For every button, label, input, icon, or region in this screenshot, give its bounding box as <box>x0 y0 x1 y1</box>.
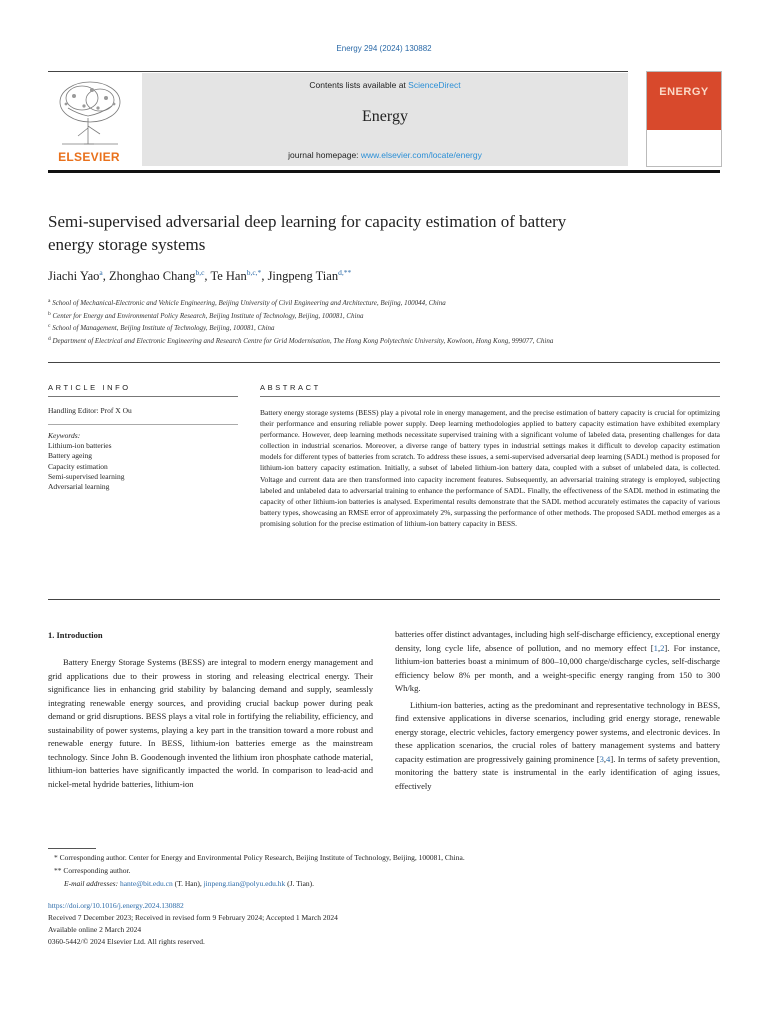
author-name[interactable]: Jiachi Yao <box>48 269 100 283</box>
email-link-tian[interactable]: jinpeng.tian@polyu.edu.hk <box>203 879 286 888</box>
contents-available-line <box>142 80 628 90</box>
author-name[interactable]: Zhonghao Chang <box>109 269 196 283</box>
article-info-heading: ARTICLE INFO <box>48 383 131 392</box>
keyword-item: Lithium-ion batteries <box>48 441 112 450</box>
sciencedirect-link[interactable]: ScienceDirect <box>408 80 461 90</box>
editor-rule <box>48 424 238 425</box>
para2-ref-sep: , <box>657 642 661 653</box>
keyword-item: Capacity estimation <box>48 461 108 471</box>
affiliation-marker: d <box>48 335 51 342</box>
intro-paragraph-3 <box>395 699 720 794</box>
affiliation-item: $^a$ School of Mechanical-Electronic and Vehicle Engineering, Beijing University of Civil Engineering and Architecture, Beijing, 100044, China <box>48 298 446 307</box>
email-who-2: (J. Tian). <box>285 879 315 888</box>
intro-paragraph-1: Battery Energy Storage Systems (BESS) are integral to modern energy management and grid applications due to their prowess in storing and releasing electrical energy. Their significance lies in enhancing grid stability by balancing demand and supply, seamlessly integrating renewable energy sources, and providing crucial backup power during peak demand or grid disruptions. BESS plays a vital role in fortifying the reliability, efficiency, and sustainability of power systems, playing a key part in the transition toward a more robust and renewable energy future. In BESS, lithium-ion batteries emerge as the mainstream technology. Since John B. Goodenough invented the lithium iron phosphate cathode material, lithium-ion batteries have significantly impacted the world. In comparison to lead-acid and nickel-metal hydride batteries, lithium-ion <box>48 657 373 789</box>
journal-homepage-link[interactable]: www.elsevier.com/locate/energy <box>360 150 482 160</box>
article-info-rule <box>48 396 238 397</box>
affiliation-list <box>48 296 648 346</box>
copyright: 0360-5442/© 2024 Elsevier Ltd. All rights reserved. <box>48 937 205 946</box>
available-prefix: Contents lists available at <box>309 80 409 90</box>
para3-text-b: ]. In terms of safety prevention, monitoring the battery state is instrumental in the early identification of aging issues, effectively <box>395 753 720 791</box>
author-affiliation-marker[interactable]: d,** <box>338 268 352 277</box>
author-name[interactable]: Jingpeng Tian <box>267 269 339 283</box>
abstract-bottom-rule <box>48 599 720 600</box>
journal-citation[interactable]: Energy 294 (2024) 130882 <box>336 44 432 53</box>
homepage-prefix: journal homepage: <box>288 150 361 160</box>
affiliation-item: $^c$ School of Management, Beijing Institute of Technology, Beijing, 100081, China <box>48 323 275 332</box>
reference-link-1[interactable]: 1 <box>653 642 658 653</box>
author-affiliation-marker[interactable]: b,c <box>195 268 205 277</box>
affiliation-marker: b <box>48 310 51 317</box>
keyword-item: Semi-supervised learning <box>48 471 125 481</box>
keywords-list <box>48 441 124 492</box>
para3-ref-sep: , <box>603 753 607 764</box>
header-bottom-rule <box>48 170 720 173</box>
article-title: Semi-supervised adversarial deep learning for capacity estimation of battery energy storage systems <box>48 212 567 254</box>
available-online: Available online 2 March 2024 <box>48 925 142 934</box>
para2-text-b: ]. For instance, lithium-ion batteries boast a minimum of 800–10,000 charge/discharge cycles, self-discharge efficiency below 8% per month, and a weight-specific energy ranging from 150 to 300 Wh/kg. <box>395 642 720 693</box>
keyword-item: Adversarial learning <box>48 482 110 492</box>
reference-link-2[interactable]: 2 <box>660 642 665 653</box>
email-addresses <box>64 879 314 888</box>
publisher-logo-text: ELSEVIER <box>58 150 120 164</box>
email-link-han[interactable]: hante@bit.edu.cn <box>119 879 173 888</box>
author-affiliation-marker[interactable]: a <box>99 268 103 277</box>
author-list: Jiachi Yao$^a$, Zhonghao Chang$^{b,c}$, Te Han$^{b,c,*}$, Jingpeng Tian$^{d,**}$ <box>48 268 352 283</box>
introduction-heading: 1. Introduction <box>48 630 103 640</box>
reference-link-3[interactable]: 3 <box>599 753 604 764</box>
affiliation-item: $^d$ Department of Electrical and Electronic Engineering and Research Centre for Grid Modernisation, The Hong Kong Polytechnic University, Kowloon, Hong Kong, 999077, China <box>48 335 554 345</box>
affiliation-marker: c <box>48 323 51 329</box>
journal-cover-thumbnail[interactable] <box>646 71 722 167</box>
intro-left-column <box>48 656 373 791</box>
intro-right-column <box>395 628 720 793</box>
footnote-rule <box>48 848 96 849</box>
journal-homepage-line <box>142 150 628 160</box>
email-who-1: (T. Han), <box>172 879 204 888</box>
para3-text-a: Lithium-ion batteries, acting as the predominant and representative technology in BESS, find extensive applications in diverse scenarios, including grid energy storage, renewable energy storage, electric vehicles, factory emergency power systems, and electronic devices. In these application scenarios, the crucial roles of battery management systems and battery capacity estimation are progressively gaining prominence [ <box>395 699 720 764</box>
author-name[interactable]: Te Han <box>210 269 247 283</box>
corresponding-author-1: * Corresponding author. Center for Energy and Environmental Policy Research, Beijing Institute of Technology, Beijing, 100081, China. <box>54 853 465 862</box>
received-dates: Received 7 December 2023; Received in revised form 9 February 2024; Accepted 1 March 2024 <box>48 913 338 922</box>
cover-title: ENERGY <box>659 86 709 98</box>
abstract-rule <box>260 396 720 397</box>
keyword-item: Battery ageing <box>48 451 92 461</box>
author-affiliation-marker[interactable]: b,c,* <box>246 268 262 277</box>
intro-paragraph-2 <box>395 628 720 696</box>
section-rule <box>48 362 720 363</box>
affiliation-item: $^b$ Center for Energy and Environmental Policy Research, Beijing Institute of Technology, Beijing, 100081, China <box>48 310 364 320</box>
keywords-label: Keywords: <box>48 431 81 440</box>
reference-link-4[interactable]: 4 <box>606 753 611 764</box>
corresponding-author-2: ** Corresponding author. <box>54 866 131 875</box>
doi-text[interactable]: https://doi.org/10.1016/j.energy.2024.130882 <box>48 901 184 910</box>
para2-text-a: batteries offer distinct advantages, including high self-discharge efficiency, exceptional energy density, long cycle life, absence of pollution, and no memory effect [ <box>395 629 721 653</box>
cover-red-band <box>647 72 721 130</box>
abstract-heading: ABSTRACT <box>260 383 321 392</box>
email-label: E-mail addresses: <box>64 879 119 888</box>
abstract-text: Battery energy storage systems (BESS) play a pivotal role in energy management, and the precise estimation of battery capacity is crucial for optimizing their performance and ensuring reliable power supply. Deep learning methodologies applied to battery capacity estimation have exhibited exemplary performance. However, deep learning methods necessitate supervised training with a significant volume of labeled data, presenting challenges for data collection in industrial scenarios. Moreover, a diverse range of battery types in industrial settings makes it difficult to develop capacity estimation models for different types of batteries from scratch. To address these issues, a semi-supervised adversarial deep learning (SADL) method is proposed for lithium-ion battery capacity estimation. Initially, a subset of labeled lithium-ion battery data, coupled with a subset of unlabeled data, is collected. Voltage and current data are then transformed into capacity increment features. Subsequently, an adversarial training strategy is employed, subjecting labeled and unlabeled data to adversarial training to enhance the performance of SADL. Finally, the effectiveness of the SADL method in estimating the capacity of other lithium-ion batteries is analysed. Experimental results demonstrate that the SADL method accurately estimates the capacity of various battery types, showcasing an RMSE error of approximately 2%, surpassing the performance of other methods. The proposed SADL method emerges as a promising solution for the precise estimation of lithium-ion battery capacity in BESS. <box>260 408 720 528</box>
affiliation-marker: a <box>48 298 51 304</box>
journal-name: Energy <box>362 108 408 125</box>
handling-editor: Handling Editor: Prof X Ou <box>48 406 132 415</box>
header-top-rule <box>48 71 628 72</box>
doi-link[interactable] <box>48 901 184 910</box>
